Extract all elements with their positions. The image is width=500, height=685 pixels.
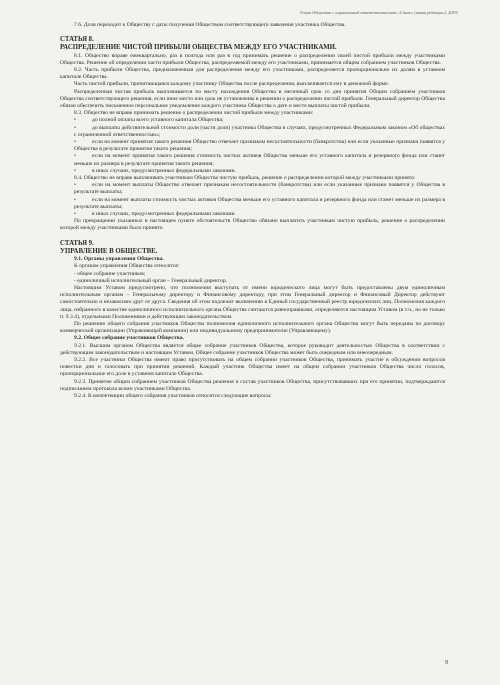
section-gap	[60, 233, 445, 240]
bullet-item: • если на момент принятия такого решения стоимость чистых активов Общества меньше его уставного капитала и резервного фонда или станет меньше их размера в результате принятия такого решения;	[60, 153, 445, 167]
bullet-item: • в иных случаях, предусмотренных федеральными законами.	[60, 168, 445, 175]
paragraph: 7.6. Доля переходит к Обществу с даты получения Обществом соответствующего заявления участника Общества.	[74, 22, 346, 28]
bullet-item: • в иных случаях, предусмотренных федеральными законами.	[60, 211, 445, 218]
paragraph: 8.1. Общество вправе ежеквартально, раз в полгода или раз в год принимать решение о распределении своей чистой прибыли между участниками Общества. Решение об определении части прибыли Общества, распределяемой между его участниками, принимается общим собранием участников Общества.	[60, 52, 445, 66]
document-body	[60, 22, 445, 400]
page-number: 9	[445, 660, 448, 666]
paragraph: По прекращении указанных в настоящем пункте обстоятельств Общество обязано выплатить участникам чистую прибыль, решение о распределении которой между участниками было принято.	[60, 218, 445, 232]
bullet-item: • если на момент выплаты стоимость чистых активов Общества меньше его уставного капитала и резервного фонда или станет меньше их размера в результате выплаты;	[60, 197, 445, 211]
paragraph: 8.3. Общество не вправе принимать решение о распределении чистой прибыли между участниками:	[74, 110, 314, 117]
paragraph: Настоящим Уставом предусмотрено, что полномочия выступать от имени юридического лица могут быть предоставлены двум единоличным исполнительным органам – Генеральному директору и Финансовому директору, при этом Генеральный директор и Финансовый Директор действуют самостоятельно и независимо друг от друга. Сведения об этом подлежат включению в Единый государственный реестр юридических лиц. Полномочия каждого лица, избранного в качестве единоличного исполнительного органа Общества считаются равноправными, определяются настоящим Уставом (в т.ч., но не только п. 9.3.4), отдельными Положениями и действующим законодательством.	[60, 284, 445, 320]
section-gap	[60, 29, 445, 36]
paragraph: - единоличный исполнительный орган – Генеральный директор.	[74, 277, 228, 284]
subsection-heading: 9.1. Органы управления Общества.	[74, 256, 164, 263]
bullet-item: • до выплаты действительной стоимости доли (части доли) участника Общества в случаях, предусмотренных Федеральным законом «Об обществах с ограниченной ответственностью»;	[60, 125, 445, 139]
bullet-item: • если на момент принятия такого решения Общество отвечает признакам несостоятельности (банкротства) или если указанные признаки появятся у Общества в результате принятия такого решения;	[60, 139, 445, 153]
section-heading: РАСПРЕДЕЛЕНИЕ ЧИСТОЙ ПРИБЫЛИ ОБЩЕСТВА МЕЖДУ ЕГО УЧАСТНИКАМИ.	[60, 44, 337, 52]
section-heading: УПРАВЛЕНИЕ В ОБЩЕСТВЕ.	[60, 247, 158, 255]
paragraph: По решению общего собрания участников Общества полномочия единоличного исполнительного органа Общества могут быть переданы по договору коммерческой организации (Управляющей компании) или индивидуальному предпринимателю (Управляющему).	[60, 320, 445, 335]
paragraph: Часть чистой прибыли, причитающаяся каждому участнику Общества после распределения, выплачивается ему в денежной форме.	[74, 81, 390, 88]
paragraph: 8.2. Часть прибыли Общества, предназначенная для распределения между его участниками, распределяется пропорционально их долям в уставном капитале Общества.	[60, 67, 445, 81]
paragraph: 9.2.2. Все участники Общества имеют право присутствовать на общем собрании участников Общества, принимать участие в обсуждении вопросов повестки дня и голосовать при принятии решений. Каждый участник Общества имеет на общем собрании участников Общества число голосов, пропорциональное его доле в уставном капитале Общества.	[60, 356, 445, 378]
subsection-heading: 9.2. Общее собрание участников Общества.	[74, 335, 184, 342]
section-heading: СТАТЬЯ 9.	[60, 239, 94, 247]
paragraph: 9.2.3. Принятие общим собранием участников Общества решения и состав участников Общества, присутствовавших при его принятии, подтверждаются подписанием протокола всеми участниками Общества.	[60, 378, 445, 392]
paragraph: Распределенная чистая прибыль выплачивается по месту нахождения Общества в месячный срок со дня принятия Общим собранием участников Общества соответствующего решения, если иное место или срок не установлены в решении о распределении чистой прибыли. Генеральный директор Общества обязан обеспечить письменное персональное уведомление каждого участника Общества о дате и месте выплаты чистой прибыли.	[60, 88, 445, 110]
section-heading: СТАТЬЯ 8.	[60, 36, 94, 44]
bullet-item: • до полной оплаты всего уставного капитала Общества;	[60, 117, 445, 124]
paragraph: 9.2.4. К компетенции общего собрания участников относятся следующие вопросы:	[74, 392, 272, 399]
paragraph: К органам управления Общества относятся:	[74, 263, 180, 270]
paragraph: - общее собрание участников;	[74, 270, 146, 277]
bullet-item: • если на момент выплаты Общество отвечает признакам несостоятельности (банкротства) или если указанные признаки появятся у Общества в результате выплаты;	[60, 182, 445, 196]
paragraph: 9.2.1. Высшим органом Общества является общее собрание участников Общества, которое руководит деятельностью Общества в соответствии с действующим законодательством и настоящим Уставом. Общее собрание участников Общества может быть очередным или внеочередным.	[60, 342, 445, 356]
running-header: Устав Общества с ограниченной ответственностью «Стелс» (новая редакция 2, 2019)	[299, 10, 458, 15]
paragraph: 8.4. Общество не вправе выплачивать участникам Общества чистую прибыль, решение о распределении которой между участниками принято:	[74, 175, 416, 182]
